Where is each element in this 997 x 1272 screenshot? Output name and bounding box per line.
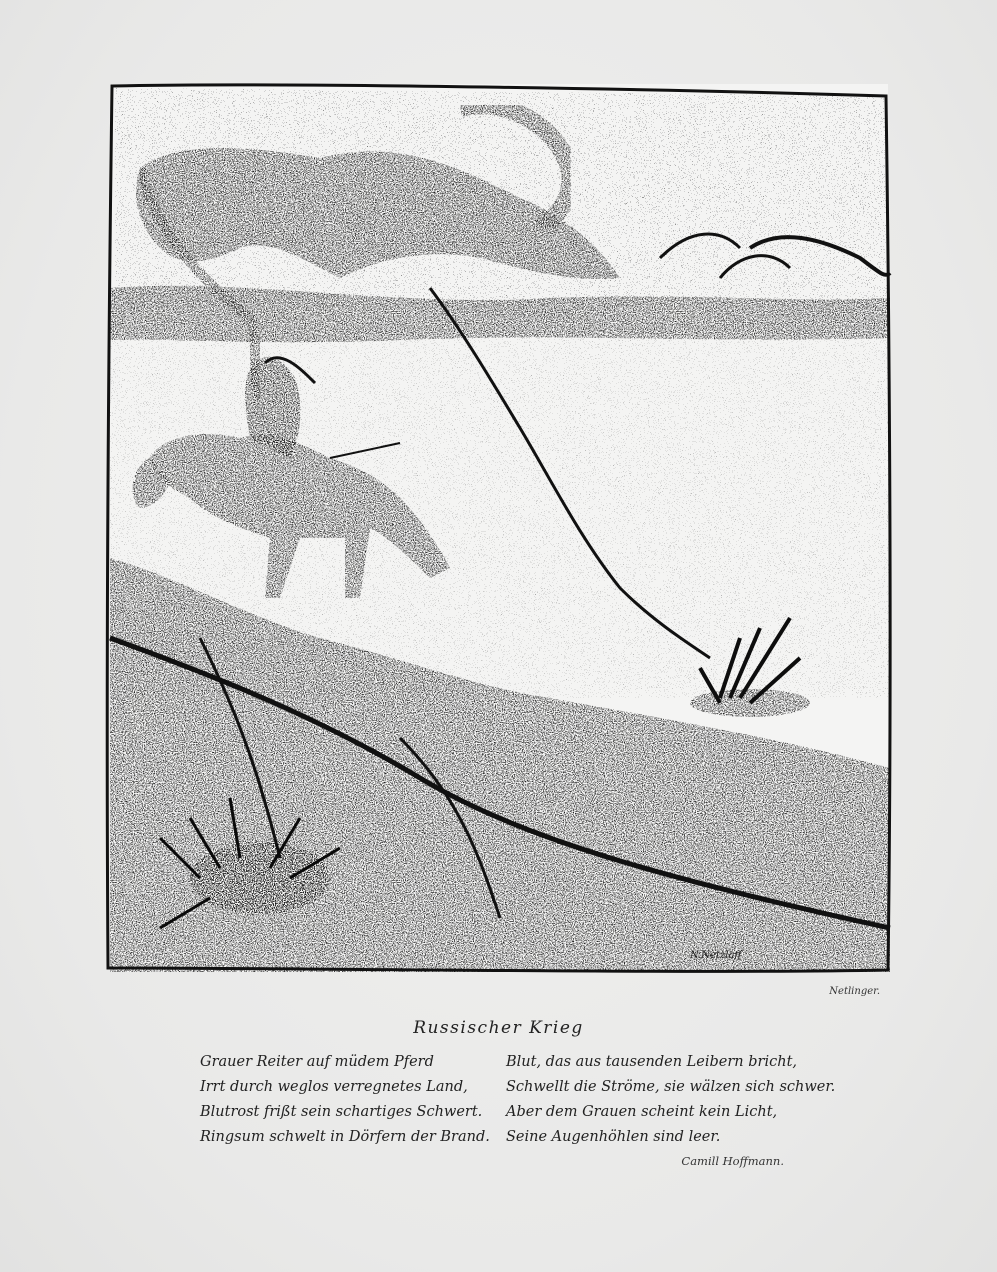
rider-landscape-icon: [100, 78, 900, 983]
poem-line: Blutrost frißt sein schartiges Schwert.: [200, 1104, 483, 1120]
poem-line: Blut, das aus tausenden Leibern bricht,: [506, 1054, 798, 1070]
stanza-left: [200, 1050, 500, 1150]
poem-title: Russischer Krieg: [413, 1018, 584, 1038]
poem-line: Aber dem Grauen scheint kein Licht,: [506, 1104, 778, 1120]
stanza-right: [506, 1050, 836, 1150]
poem-author: Camill Hoffmann.: [681, 1154, 784, 1168]
artist-credit: Netlinger.: [829, 986, 880, 997]
poem-line: Grauer Reiter auf müdem Pferd: [200, 1054, 434, 1070]
poem-line: Irrt durch weglos verregnetes Land,: [200, 1079, 468, 1095]
lithograph-illustration: [100, 78, 900, 983]
poem-line: Seine Augenhöhlen sind leer.: [506, 1129, 721, 1145]
poem-line: Ringsum schwelt in Dörfern der Brand.: [200, 1129, 490, 1145]
illustration-signature: N.Netzlaff: [690, 950, 742, 961]
poem-line: Schwellt die Ströme, sie wälzen sich schwer.: [506, 1079, 836, 1095]
